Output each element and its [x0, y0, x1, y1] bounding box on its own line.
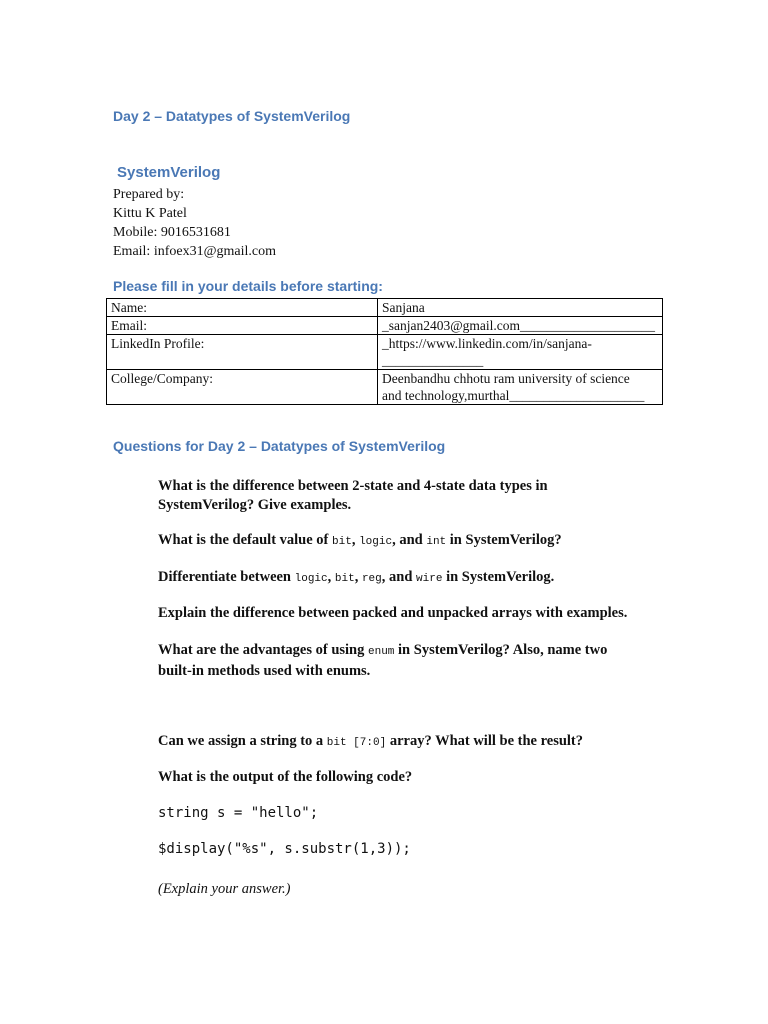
email-label: Email:: [107, 317, 378, 335]
author-email: Email: infoex31@gmail.com: [113, 244, 276, 259]
question-7: What is the output of the following code?: [158, 769, 413, 785]
question-6: [158, 732, 658, 753]
q3-code-wire: wire: [416, 573, 443, 585]
email-value: _sanjan2403@gmail.com____________________: [378, 317, 663, 335]
author-name: Kittu K Patel: [113, 206, 187, 221]
q2-text-c: , and: [392, 532, 427, 548]
college-value-line2: and technology,murthal____________________: [382, 388, 645, 403]
section-title: SystemVerilog: [117, 164, 221, 181]
q6-text-a: Can we assign a string to a: [158, 733, 327, 749]
q5-line2: built-in methods used with enums.: [158, 663, 371, 679]
q3-text-b: ,: [327, 569, 335, 585]
question-1-line1: What is the difference between 2-state and 4-state data types in: [158, 478, 548, 494]
question-5: [158, 641, 658, 681]
q5-text-b: in SystemVerilog? Also, name two: [394, 642, 608, 658]
q3-code-logic: logic: [294, 573, 328, 585]
name-label: Name:: [107, 299, 378, 317]
linkedin-label: LinkedIn Profile:: [107, 335, 378, 370]
college-value-line1: Deenbandhu chhotu ram university of science: [382, 371, 630, 386]
q3-text-d: , and: [381, 569, 417, 585]
questions-heading: Questions for Day 2 – Datatypes of SystemVerilog: [113, 438, 446, 454]
table-row: [107, 370, 663, 405]
table-row: [107, 299, 663, 317]
question-1: [158, 477, 658, 515]
q2-text-b: ,: [351, 532, 360, 548]
prepared-by-label: Prepared by:: [113, 187, 185, 202]
question-1-line2: SystemVerilog? Give examples.: [158, 497, 352, 513]
q5-text-a: What are the advantages of using: [158, 642, 368, 658]
q3-text-c: ,: [354, 569, 362, 585]
explain-note: (Explain your answer.): [158, 881, 291, 897]
q2-text-d: in SystemVerilog?: [446, 532, 562, 548]
college-label: College/Company:: [107, 370, 378, 405]
name-value: Sanjana: [378, 299, 663, 317]
question-4: Explain the difference between packed and unpacked arrays with examples.: [158, 605, 628, 621]
code-line-1: string s = "hello";: [158, 805, 319, 821]
linkedin-value-line1: _https://www.linkedin.com/in/sanjana-: [382, 336, 592, 351]
code-line-2: $display("%s", s.substr(1,3));: [158, 841, 411, 857]
q3-code-bit: bit: [334, 573, 355, 585]
question-2: [158, 531, 658, 552]
linkedin-value-line2: _______________: [382, 353, 484, 368]
q6-text-b: array? What will be the result?: [386, 733, 584, 749]
author-mobile: Mobile: 9016531681: [113, 225, 231, 240]
details-table: [106, 298, 663, 405]
q2-code-int: int: [426, 536, 447, 548]
q6-code-bit: bit [7:0]: [326, 737, 387, 749]
q3-code-reg: reg: [361, 573, 382, 585]
q2-text-a: What is the default value of: [158, 532, 332, 548]
q3-text-e: in SystemVerilog.: [442, 569, 555, 585]
q2-code-logic: logic: [359, 536, 393, 548]
table-row: [107, 335, 663, 370]
linkedin-value: [378, 335, 663, 370]
details-heading: Please fill in your details before starting:: [113, 278, 383, 294]
table-row: [107, 317, 663, 335]
question-3: [158, 568, 658, 589]
q2-code-bit: bit: [332, 536, 352, 548]
q5-code-enum: enum: [368, 646, 395, 658]
college-value: [378, 370, 663, 405]
q3-text-a: Differentiate between: [158, 569, 295, 585]
page-title: Day 2 – Datatypes of SystemVerilog: [113, 108, 351, 124]
